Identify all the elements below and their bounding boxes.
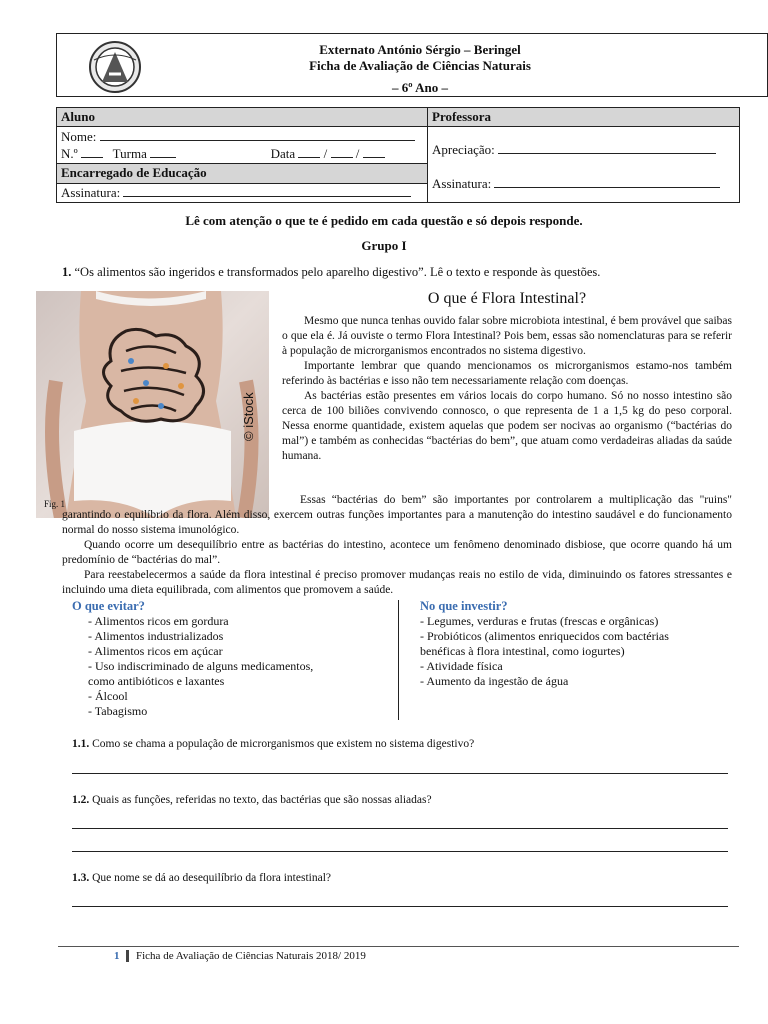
avoid-list — [72, 614, 392, 719]
question-1-1-text: Como se chama a população de microrganismos que existem no sistema digestivo? — [92, 738, 475, 750]
question-1-1 — [72, 738, 474, 750]
column-divider — [398, 600, 399, 720]
invest-list — [420, 614, 740, 689]
list-item: como antibióticos e laxantes — [88, 674, 225, 688]
student-fields: Nome: N.º Turma Data / / — [57, 127, 428, 164]
school-logo — [88, 40, 142, 94]
page-number: 1 — [114, 950, 120, 962]
question-1-number: 1. — [62, 265, 72, 279]
article-paragraph: Mesmo que nunca tenhas ouvido falar sobre microbiota intestinal, é bem provável que saibas o que ela é. Já ouviste o termo Flora Intestinal? Pois bem, essas são nomenclaturas para se referir à população de microrganismos encontrados no sistema digestivo. — [282, 315, 732, 357]
list-item: - Atividade física — [420, 659, 503, 673]
list-item: - Alimentos industrializados — [88, 629, 224, 643]
list-item: - Probióticos (alimentos enriquecidos com bactérias — [420, 629, 669, 643]
article-body-bottom — [62, 493, 732, 598]
invest-column — [420, 599, 740, 689]
intestine-figure — [36, 291, 269, 518]
numero-label: N.º — [61, 146, 78, 161]
answer-line[interactable] — [72, 773, 728, 774]
assinatura-professora-field[interactable] — [494, 176, 720, 188]
list-item: - Tabagismo — [88, 704, 148, 718]
article-paragraph: Quando ocorre um desequilíbrio entre as bactérias do intestino, acontece um fenômeno denominado disbiose, que ocorre quando há um predomínio de “bactérias do mal”. — [62, 539, 732, 566]
avoid-column — [72, 599, 392, 719]
data-label: Data — [270, 146, 296, 161]
torso-illustration — [36, 291, 269, 518]
footer — [114, 950, 366, 962]
question-1-1-number: 1.1. — [72, 738, 90, 750]
list-item: - Uso indiscriminado de alguns medicamentos, — [88, 659, 314, 673]
figure-caption: Fig. 1 — [44, 499, 66, 509]
student-info-table — [56, 107, 740, 203]
answer-line[interactable] — [72, 851, 728, 852]
article-paragraph: Para reestabelecermos a saúde da flora intestinal é preciso promover mudanças reais no estilo de vida, diminuindo os fatores stressantes e incluindo uma dieta equilibrada, com alimentos que promovem a saúde. — [62, 569, 732, 596]
professora-header: Professora — [428, 108, 740, 127]
teacher-fields — [428, 127, 740, 203]
school-name: Externato António Sérgio – Beringel — [319, 42, 521, 57]
question-1-3 — [72, 872, 331, 884]
guardian-fields — [57, 184, 428, 203]
list-item: - Alimentos ricos em gordura — [88, 614, 229, 628]
article-title: O que é Flora Intestinal? — [427, 290, 587, 307]
assinatura-professora-label: Assinatura: — [432, 176, 492, 191]
assinatura-field[interactable] — [123, 185, 411, 197]
question-1-3-number: 1.3. — [72, 872, 90, 884]
avoid-title: O que evitar? — [72, 599, 145, 613]
question-1-2-number: 1.2. — [72, 794, 90, 806]
sheet-title: Ficha de Avaliação de Ciências Naturais — [309, 58, 531, 73]
day-field[interactable] — [298, 146, 320, 158]
encarregado-header: Encarregado de Educação — [57, 164, 428, 184]
year-field[interactable] — [363, 146, 385, 158]
answer-line[interactable] — [72, 906, 728, 907]
footer-separator — [126, 950, 129, 962]
question-1 — [62, 265, 600, 280]
image-credit: © iStock — [241, 392, 256, 441]
list-item: benéficas à flora intestinal, como iogurtes) — [420, 644, 625, 658]
article-body-top — [282, 314, 732, 464]
numero-field[interactable] — [81, 146, 103, 158]
question-1-3-text: Que nome se dá ao desequilíbrio da flora intestinal? — [92, 872, 331, 884]
grade-label: – 6º Ano – — [392, 80, 448, 95]
question-1-text: “Os alimentos são ingeridos e transformados pelo aparelho digestivo”. Lê o texto e responde às questões. — [74, 265, 601, 279]
group-title: Grupo I — [361, 238, 407, 253]
apreciacao-label: Apreciação: — [432, 142, 495, 157]
assinatura-label: Assinatura: — [61, 185, 121, 200]
article-paragraph: Importante lembrar que quando mencionamos os microrganismos estamo-nos também referindo às bactérias e isso não tem necessariamente relação com doenças. — [282, 360, 732, 387]
answer-line[interactable] — [72, 828, 728, 829]
turma-label: Turma — [112, 146, 147, 161]
footer-text: Ficha de Avaliação de Ciências Naturais 2018/ 2019 — [136, 950, 366, 962]
list-item: - Álcool — [88, 689, 128, 703]
aluno-header: Aluno — [57, 108, 428, 127]
month-field[interactable] — [331, 146, 353, 158]
turma-field[interactable] — [150, 146, 176, 158]
list-item: - Alimentos ricos em açúcar — [88, 644, 223, 658]
nome-label: Nome: — [61, 129, 97, 144]
article-paragraph: As bactérias estão presentes em vários locais do corpo humano. Só no nosso intestino são cerca de 100 biliões convivendo connosco, o que representa de 1 a 1,5 kg do peso corporal. Nessa enorme quantidade, existem aquelas que podem ser nocivas ao organismo (“bactérias do mal”) e também as conhecidas “bactérias do bem”, que atuam como verdadeiras aliadas da saúde humana. — [282, 390, 732, 462]
apreciacao-field[interactable] — [498, 142, 716, 154]
question-1-2-text: Quais as funções, referidas no texto, das bactérias que são nossas aliadas? — [92, 794, 432, 806]
nome-field[interactable] — [100, 129, 415, 141]
article-paragraph: Essas “bactérias do bem” são importantes por controlarem a multiplicação das "ruins" garantindo o equilíbrio da flora. Além disso, exercem outras funções importantes para a manutenção do intestino saudável e do funcionamento normal do nosso sistema imunológico. — [62, 494, 732, 536]
invest-title: No que investir? — [420, 599, 508, 613]
list-item: - Legumes, verduras e frutas (frescas e orgânicas) — [420, 614, 659, 628]
question-1-2 — [72, 794, 432, 806]
list-item: - Aumento da ingestão de água — [420, 674, 569, 688]
instruction-text: Lê com atenção o que te é pedido em cada questão e só depois responde. — [185, 213, 583, 228]
footer-rule — [58, 946, 739, 947]
